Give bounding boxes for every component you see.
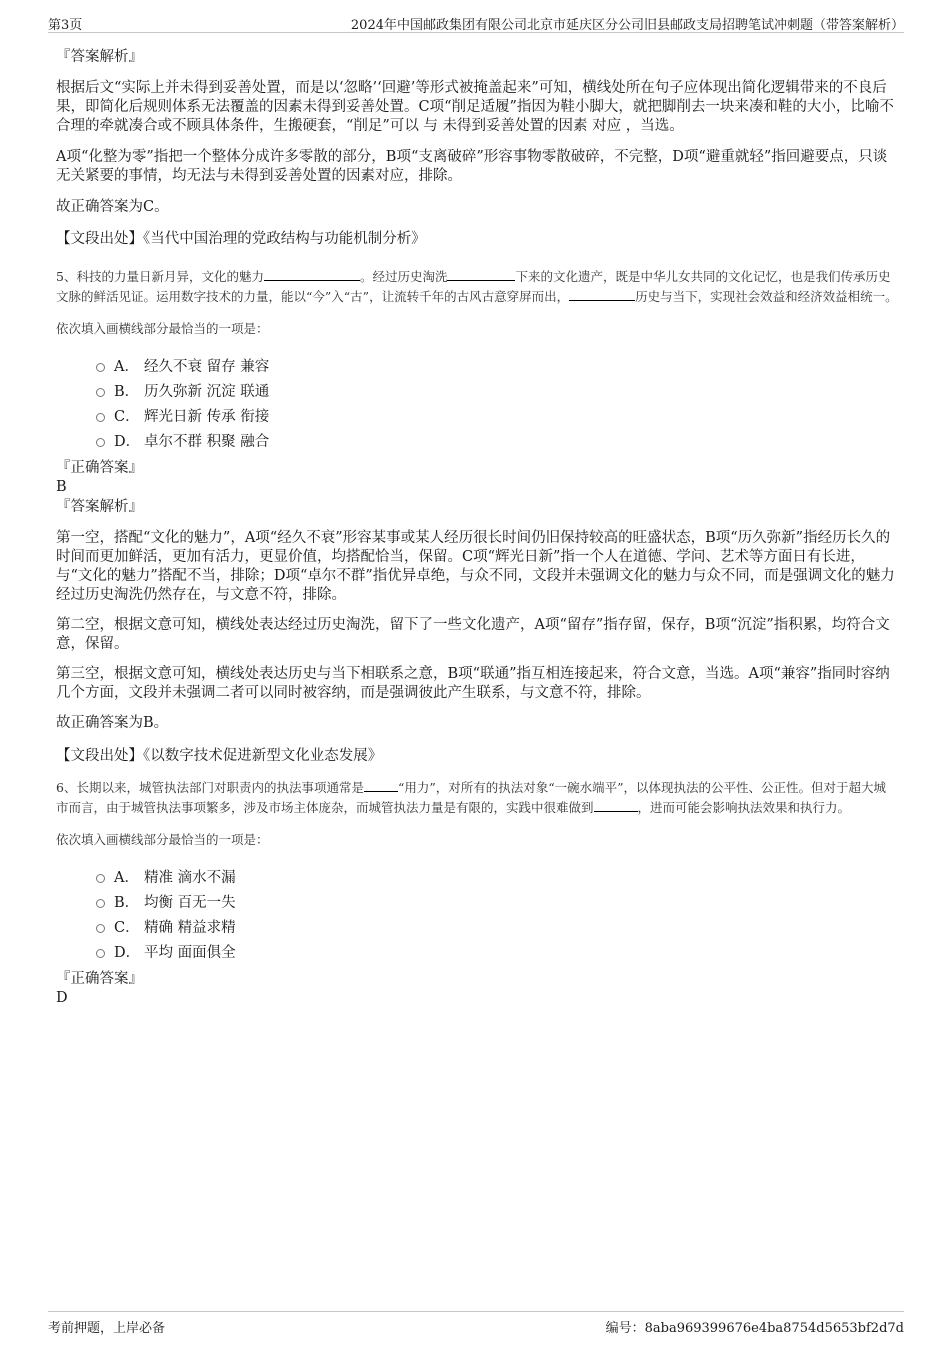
fill-blank [447, 268, 515, 281]
question-stem: 5、科技的力量日新月异，文化的魅力 。经过历史淘洗 下来的文化遗产，既是中华儿女共同的文化记忆，也是我们传承历史文脉的鲜活见证。运用数字技术的力量，能以“今”入“古”，让流转千年的古风古意穿屏而出， 历史与当下，实现社会效益和经济效益相统一。 [56, 269, 898, 304]
conclusion: 故正确答案为C。 [56, 199, 169, 215]
question-instruction: 依次填入画横线部分最恰当的一项是： [56, 321, 269, 336]
page-header [48, 12, 904, 33]
correct-answer-label: 『正确答案』 [56, 460, 143, 476]
correct-answer-label: 『正确答案』 [56, 971, 143, 987]
option-b[interactable]: B． 历久弥新 沉淀 联通 [56, 380, 898, 405]
radio-icon[interactable] [96, 874, 105, 883]
analysis-paragraph: A项“化整为零”指把一个整体分成许多零散的部分，B项“支离破碎”形容事物零散破碎，不完整，D项“避重就轻”指回避要点，只谈无关紧要的事情，均无法与未得到妥善处置的因素对应，排除。 [56, 149, 888, 184]
document-id: 编号：8aba969399676e4ba8754d5653bf2d7d [605, 1321, 904, 1336]
document-title: 2024年中国邮政集团有限公司北京市延庆区分公司旧县邮政支局招聘笔试冲刺题（带答案解析） [350, 18, 904, 33]
source-title: 《当代中国治理的党政结构与功能机制分析》 [143, 231, 426, 247]
fill-blank [264, 268, 360, 281]
conclusion: 故正确答案为B。 [56, 715, 169, 731]
correct-answer: D [56, 990, 68, 1006]
radio-icon[interactable] [96, 413, 105, 422]
fill-blank [364, 779, 398, 792]
page-content [56, 48, 898, 1008]
source-label: 【文段出处】 [56, 748, 143, 764]
page-number: 第3页 [48, 18, 83, 33]
fill-blank [569, 288, 635, 301]
source-label: 【文段出处】 [56, 231, 143, 247]
answer-analysis-label: 『答案解析』 [56, 499, 143, 515]
source-title: 《以数字技术促进新型文化业态发展》 [143, 748, 383, 764]
option-d[interactable]: D． 卓尔不群 积聚 融合 [56, 430, 898, 455]
radio-icon[interactable] [96, 438, 105, 447]
fill-blank [594, 799, 638, 812]
question-instruction: 依次填入画横线部分最恰当的一项是： [56, 832, 269, 847]
option-a[interactable]: A． 经久不衰 留存 兼容 [56, 355, 898, 380]
analysis-paragraph: 第二空，根据文意可知，横线处表达经过历史淘洗，留下了一些文化遗产，A项“留存”指存留，保存，B项“沉淀”指积累，均符合文意，保留。 [56, 617, 890, 652]
option-a[interactable]: A． 精准 滴水不漏 [56, 866, 898, 891]
page-footer [48, 1311, 904, 1336]
option-list [56, 866, 898, 966]
analysis-paragraph: 根据后文“实际上并未得到妥善处置，而是以‘忽略’‘回避’等形式被掩盖起来”可知，横线处所在句子应体现出简化逻辑带来的不良后果，即简化后规则体系无法覆盖的因素未得到妥善处置。C项“削足适履”指因为鞋小脚大，就把脚削去一块来凑和鞋的大小，比喻不合理的牵就凑合或不顾具体条件，生搬硬套，“削足”可以 与 未得到妥善处置的因素 对应 ，当选。 [56, 80, 894, 134]
radio-icon[interactable] [96, 388, 105, 397]
footer-slogan: 考前押题，上岸必备 [48, 1321, 166, 1336]
analysis-paragraph: 第一空，搭配“文化的魅力”，A项“经久不衰”形容某事或某人经历很长时间仍旧保持较高的旺盛状态，B项“历久弥新”指经历长久的时间而更加鲜活，更加有活力，更显价值，均搭配恰当，保留。C项“辉光日新”指一个人在道德、学问、艺术等方面日有长进，与“文化的魅力”搭配不当，排除；D项“卓尔不群”指优异卓绝，与众不同，文段并未强调文化的魅力与众不同，而是强调文化的魅力经过历史淘洗仍然存在，与文意不符，排除。 [56, 530, 895, 603]
source-line [56, 747, 898, 766]
radio-icon[interactable] [96, 924, 105, 933]
option-b[interactable]: B． 均衡 百无一失 [56, 891, 898, 916]
option-list [56, 355, 898, 455]
option-c[interactable]: C． 精确 精益求精 [56, 916, 898, 941]
analysis-paragraph: 第三空，根据文意可知，横线处表达历史与当下相联系之意，B项“联通”指互相连接起来，符合文意，当选。A项“兼容”指同时容纳几个方面，文段并未强调二者可以同时被容纳，而是强调彼此产生联系，与文意不符，排除。 [56, 666, 890, 701]
option-c[interactable]: C． 辉光日新 传承 衔接 [56, 405, 898, 430]
source-line [56, 230, 898, 249]
correct-answer: B [56, 479, 67, 495]
radio-icon[interactable] [96, 899, 105, 908]
radio-icon[interactable] [96, 363, 105, 372]
radio-icon[interactable] [96, 949, 105, 958]
answer-analysis-label: 『答案解析』 [56, 49, 143, 65]
option-d[interactable]: D． 平均 面面俱全 [56, 941, 898, 966]
question-stem: 6、长期以来，城管执法部门对职责内的执法事项通常是 “用力”，对所有的执法对象“一碗水端平”，以体现执法的公平性、公正性。但对于超大城市而言，由于城管执法事项繁多，涉及市场主体庞杂，而城管执法力量是有限的，实践中很难做到 ，进而可能会影响执法效果和执行力。 [56, 780, 887, 815]
